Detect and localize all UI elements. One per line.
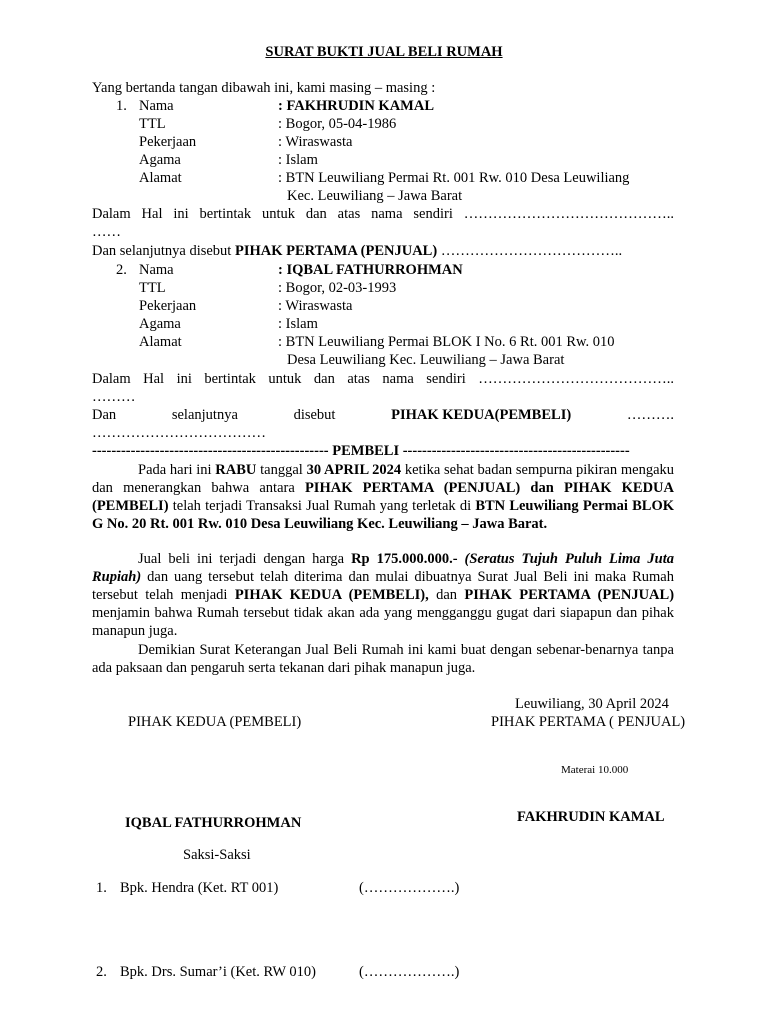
paragraph-transaction xyxy=(92,461,674,533)
party2-label-pekerjaan: Pekerjaan xyxy=(139,298,197,314)
witness-2-name: Bpk. Drs. Sumar’i (Ket. RW 010) xyxy=(120,964,317,980)
witness-2-signature: (……………….) xyxy=(359,964,460,980)
p2-segment xyxy=(458,551,465,567)
p1-segment: tanggal xyxy=(256,462,307,478)
witness-1-number: 1. xyxy=(96,880,107,896)
party1-designation-pre: Dan selanjutnya disebut xyxy=(92,243,235,259)
p1-segment: RABU xyxy=(215,462,257,478)
party1-value-ttl: : Bogor, 05-04-1986 xyxy=(278,116,397,132)
witness-1-name: Bpk. Hendra (Ket. RT 001) xyxy=(120,880,279,896)
p1-segment: PIHAK PERTAMA (PENJUAL) dan PIHAK KEDUA (PEMBELI) xyxy=(92,480,674,514)
paragraph-closing: Demikian Surat Keterangan Jual Beli Rumah ini kami buat dengan sebenar-benarnya tanpa ada paksaan dan pengaruh serta tekanan dari pihak manapun juga. xyxy=(92,642,674,676)
witness-1-signature: (……………….) xyxy=(359,880,460,896)
party2-designation-cont: ……………………………… xyxy=(92,425,266,441)
party1-acting: Dalam Hal ini bertintak untuk dan atas nama sendiri …………………………………….. xyxy=(92,206,674,222)
party1-designation xyxy=(92,242,622,260)
witness-title: Saksi-Saksi xyxy=(183,847,251,863)
signature-right-name: FAKHRUDIN KAMAL xyxy=(517,809,665,825)
party1-label-pekerjaan: Pekerjaan xyxy=(139,134,197,150)
party2-designation-w1: selanjutnya xyxy=(171,407,238,423)
p2-segment: Jual beli ini terjadi dengan harga xyxy=(138,551,352,567)
party2-value-ttl: : Bogor, 02-03-1993 xyxy=(278,280,397,296)
party2-designation-w4: ………. xyxy=(626,407,674,423)
party2-designation-w2: disebut xyxy=(293,407,336,423)
party2-label-ttl: TTL xyxy=(139,280,166,296)
paragraph-price xyxy=(92,550,674,640)
party2-acting-cont: ……… xyxy=(92,389,136,405)
document-title: SURAT BUKTI JUAL BELI RUMAH xyxy=(265,44,503,60)
party1-address-cont: Kec. Leuwiliang – Jawa Barat xyxy=(287,188,463,204)
party2-label-agama: Agama xyxy=(139,316,181,332)
party1-label-agama: Agama xyxy=(139,152,181,168)
p2-segment: Rp 175.000.000.- xyxy=(351,551,458,567)
party1-value-agama: : Islam xyxy=(278,152,318,168)
party2-designation xyxy=(92,406,674,424)
party1-acting-cont: …… xyxy=(92,224,121,240)
party2-value-nama: : IQBAL FATHURROHMAN xyxy=(278,262,463,278)
place-date: Leuwiliang, 30 April 2024 xyxy=(515,696,669,712)
p2-segment: menjamin bahwa Rumah tersebut tidak akan ada yang mengganggu gugat dari siapapun dan pihak manapun juga. xyxy=(92,605,674,639)
party1-designation-post: ……………………………….. xyxy=(437,243,623,259)
party1-value-nama: : FAKHRUDIN KAMAL xyxy=(278,98,434,114)
p1-segment: Pada hari ini xyxy=(138,462,216,478)
party2-value-alamat: : BTN Leuwiliang Permai BLOK I No. 6 Rt. 001 Rw. 010 xyxy=(278,334,615,350)
intro-text: Yang bertanda tangan dibawah ini, kami masing – masing : xyxy=(92,80,436,96)
p1-segment: BTN Leuwiliang Permai BLOK G No. 20 Rt. 001 Rw. 010 Desa Leuwiliang Kec. Leuwiliang – Jawa Barat. xyxy=(92,498,674,532)
witness-2-number: 2. xyxy=(96,964,107,980)
p2-segment: (Seratus Tujuh Puluh Lima Juta Rupiah) xyxy=(92,551,674,585)
signature-right-label: PIHAK PERTAMA ( PENJUAL) xyxy=(491,714,686,730)
separator-line: ------------------------------------------------- PEMBELI ----------------------------------------------- xyxy=(92,443,630,459)
signature-left-name: IQBAL FATHURROHMAN xyxy=(125,815,302,831)
p2-segment: dan uang tersebut telah diterima dan mulai dibuatnya Surat Jual Beli ini maka Rumah tersebut telah menjadi xyxy=(92,569,674,603)
p2-segment: PIHAK PERTAMA (PENJUAL) xyxy=(464,587,675,603)
party1-label-alamat: Alamat xyxy=(139,170,182,186)
materai-stamp-label: Materai 10.000 xyxy=(561,764,629,776)
p1-segment: 30 APRIL 2024 xyxy=(306,462,402,478)
party2-value-agama: : Islam xyxy=(278,316,318,332)
party1-value-alamat: : BTN Leuwiliang Permai Rt. 001 Rw. 010 Desa Leuwiliang xyxy=(278,170,630,186)
party1-value-pekerjaan: : Wiraswasta xyxy=(278,134,353,150)
party2-acting: Dalam Hal ini bertintak untuk dan atas nama sendiri ………………………………….. xyxy=(92,371,674,387)
p2-segment: dan xyxy=(428,587,465,603)
party1-label-ttl: TTL xyxy=(139,116,166,132)
party2-address-cont: Desa Leuwiliang Kec. Leuwiliang – Jawa Barat xyxy=(287,352,565,368)
party2-number: 2. xyxy=(116,262,127,278)
party2-label-alamat: Alamat xyxy=(139,334,182,350)
party1-label-nama: Nama xyxy=(139,98,174,114)
party2-value-pekerjaan: : Wiraswasta xyxy=(278,298,353,314)
party1-designation-bold: PIHAK PERTAMA (PENJUAL) xyxy=(234,243,438,259)
party1-number: 1. xyxy=(116,98,127,114)
party2-designation-bold: PIHAK KEDUA(PEMBELI) xyxy=(391,407,572,423)
party2-label-nama: Nama xyxy=(139,262,174,278)
p2-segment: PIHAK KEDUA (PEMBELI), xyxy=(234,587,429,603)
p1-segment: ketika sehat badan sempurna pikiran mengaku dan menerangkan bahwa antara xyxy=(92,462,675,496)
signature-left-label: PIHAK KEDUA (PEMBELI) xyxy=(128,714,302,730)
p1-segment: telah terjadi Transaksi Jual Rumah yang terletak di xyxy=(168,498,476,514)
party2-designation-w0: Dan xyxy=(92,407,117,423)
